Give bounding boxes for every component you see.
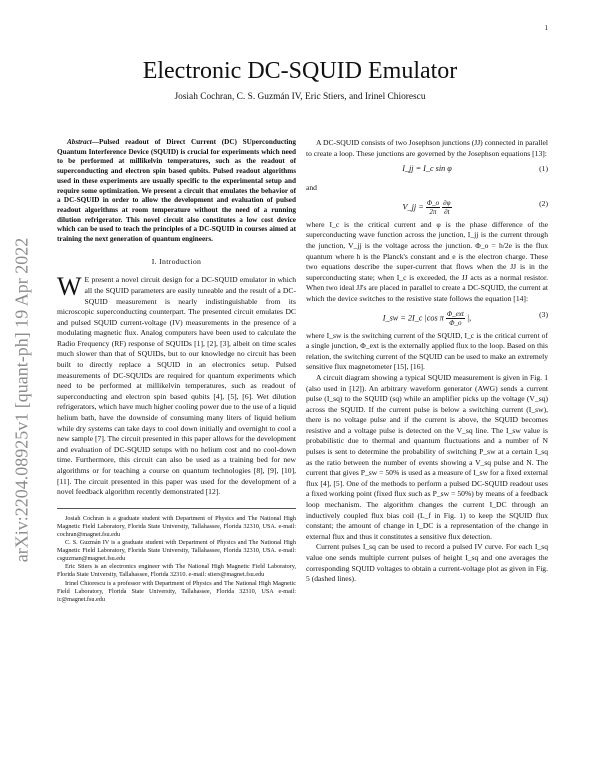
equation-2-expression — [306, 199, 548, 216]
paragraph-circuit-diagram: A circuit diagram showing a typical SQUID measurement is given in Fig. 1 (also used in [12]). An arbitrary waveform generator (AWG) sends a current pulse (I_sq) to the SQUID (sq) while an amplifier picks up the voltage (V_sq) across the SQUID. If the current pulse is below a switching current (I_sw), there is no voltage pulse and if the current is above, the SQUID becomes resistive and a voltage pulse is detected on the V_sq line. The I_sw value is probabilistic due to thermal and quantum fluctuations and a number of N pulses is sent to determine the probability of switching P_sw at a certain I_sq as the ratio between the number of events showing a V_sq pulse and N. The current that gives P_sw = 50% is used as a measure of I_sw for a fixed external flux [4], [5]. One of the methods to perform a pulsed DC-SQUID readout uses a fixed working point (fixed flux such as P_sw = 50%) by means of a feedback loop mechanism. The algorithm changes the current I_DC through an inductively coupled flux bias coil (L_f in Fig. 1) to keep the SQUID flux constant; the amount of change in I_DC is a representation of the change in external flux and thus it constitutes a sensitive flux detection. — [306, 372, 548, 541]
section-heading-introduction: I. Introduction — [151, 256, 202, 266]
equation-2 — [306, 194, 548, 220]
author-list: Josiah Cochran, C. S. Guzmán IV, Eric Stiers, and Irinel Chiorescu — [174, 92, 426, 102]
paragraph-dc-squid: A DC-SQUID consists of two Josephson junctions (JJ) connected in parallel to create a loop. These junctions are governed by the Josephson equations [13]: — [306, 138, 548, 158]
introduction-paragraph — [57, 272, 296, 497]
abstract — [57, 138, 296, 245]
equation-2-fraction-flux: $\frac{\Phi\_o}{2\pi}$ — [426, 198, 440, 216]
equation-1-number: (1) — [539, 164, 548, 174]
arxiv-id-text: arXiv:2204.08925v1 [quant-ph] 19 Apr 2022 — [11, 237, 32, 563]
paragraph-current-pulses: Current pulses I_sq can be used to record a pulsed IV curve. For each I_sq value one sends multiple current pulses of height I_sq and one averages the corresponding SQUID voltages to obtain a current-voltage plot as given in Fig. 5 (dashed lines). — [306, 542, 548, 584]
paper-title: Electronic DC-SQUID Emulator — [142, 58, 458, 84]
introduction-text: E present a novel circuit design for a DC-SQUID emulator in which all the SQUID parameters are easily tuneable and the result of a DC-SQUID measurement is nearly indistinguishable from its microscopic superconducting counterpart. The presented circuit emulates DC and pulsed SQUID current-voltage (IV) measurements in the presence of a modulating magnetic flux. Analog computers have been used to calculate the Radio Frequency (RF) response of SQUIDs [1], [2], [3], albeit on time scales much slower than that of SQUIDs, but to our knowledge no circuit has been built to directly replace a SQUID in an electronics setup. Pulsed measurements of DC-SQUIDs are required for quantum experiments which need to be performed at millikelvin temperatures, such as readout of superconducting and electron spin based qubits [4], [5], [6]. Wet dilution refrigerators, which have much higher cooling power due to the use of a liquid helium bath, have the downside of consuming many liters of liquid helium while dry systems can take days to cool down initially and overnight to cool a new sample [7]. The circuit presented in this paper allows for the development and evaluation of DC-SQUID setups with no helium cost and no cool-down time. Furthermore, this circuit can also be used as a training bed for new algorithms or for teaching a course on quantum technologies [8], [9], [10], [11]. The circuit presented in this paper was used for the development of a novel feedback algorithm recently demonstrated [12]. — [57, 275, 296, 497]
footnote-stiers: Eric Stiers is an electronics engineer with The National High Magnetic Field Laboratory, Florida State University, Tallahassee, Florida 32310. e-mail: stiers@magnet.fsu.edu — [57, 563, 296, 579]
footnote-chiorescu: Irinel Chiorescu is a professor with Department of Physics and The National High Magnetic Field Laboratory, Florida State University, Tallahassee, Florida 32310, USA e-mail: ic@magnet.fsu.edu — [57, 579, 296, 603]
abstract-text: —Pulsed readout of Direct Current (DC) SUperconducting Quantum Interference Device (SQUID) is crucial for experiments which need to be performed at millikelvin temperatures, such as the readout of superconducting and electron spin based qubits. Pulsed readout algorithms used in these experiments are usually specific to the experimental setup and require some optimization. We present a circuit that emulates the behavior of a DC-SQUID in order to allow the development and evaluation of pulsed readout algorithms at room temperature without the need of a running dilution refrigerator. This novel circuit also constitutes a low cost device which can be used to teach the principles of a DC-SQUID in courses aimed at training the next generation of quantum engineers. — [57, 138, 296, 244]
arxiv-watermark — [2, 200, 42, 600]
equation-2-fraction-derivative: $\frac{\partial\varphi}{\partial t}$ — [443, 198, 451, 216]
paragraph-switching-current: where I_sw is the switching current of the SQUID, I_c is the critical current of a single junction, Φ_ext is the externally applied flux to the loop. Based on this relation, the switching current of the SQUID can be used to make an extremely sensitive flux magnetometer [15], [16]. — [306, 330, 548, 372]
and-connector: and — [306, 183, 317, 193]
equation-3 — [306, 305, 548, 331]
equation-1 — [306, 159, 548, 183]
footnote-cochran: Josiah Cochran is a graduate student with Department of Physics and The National High Magnetic Field Laboratory, Florida State University, Tallahassee, Florida 32310, USA. e-mail: cochran@magnet.fsu.edu — [57, 514, 296, 538]
equation-3-expression — [306, 310, 548, 327]
left-column — [57, 138, 296, 604]
abstract-label: Abstract — [67, 138, 92, 146]
equation-1-expression: I_jj = I_c sin φ — [402, 164, 452, 174]
page-number: 1 — [544, 24, 548, 32]
footnote-guzman: C. S. Guzmán IV is a graduate student with Department of Physics and The National High Magnetic Field Laboratory, Florida State University, Tallahassee, Florida 32310, USA. e-mail: csguzman@magnet.fsu.edu — [57, 539, 296, 563]
equation-3-lhs: I_sw = 2I_c |cos π — [382, 312, 444, 322]
equation-3-rhs: |, — [466, 312, 472, 322]
author-footnotes — [57, 508, 296, 604]
equation-2-lhs: V_jj = — [402, 202, 424, 212]
drop-cap: W — [57, 272, 82, 302]
equation-3-number: (3) — [539, 309, 548, 319]
equation-2-number: (2) — [539, 198, 548, 208]
equation-3-fraction: $\frac{\text{Φ\_ext}}{\Phi\_o}$ — [446, 309, 464, 327]
paragraph-josephson: where I_c is the critical current and φ is the phase difference of the superconducting wave function across the junction, I_jj is the current through the junction, V_jj is the voltage across the junction. Φ_o = h/2e is the flux quantum where h is the Planck's constant and e is the electron charge. These two equations describe the super-current that flows when the JJ is in the superconducting state; when I_c is exceeded, the JJ acts as a normal resistor. When two ideal JJ's are placed in parallel to create a DC-SQUID, the current at which the device switches to the resistive state follows the equation [14]: — [306, 219, 548, 303]
right-column — [306, 138, 548, 585]
